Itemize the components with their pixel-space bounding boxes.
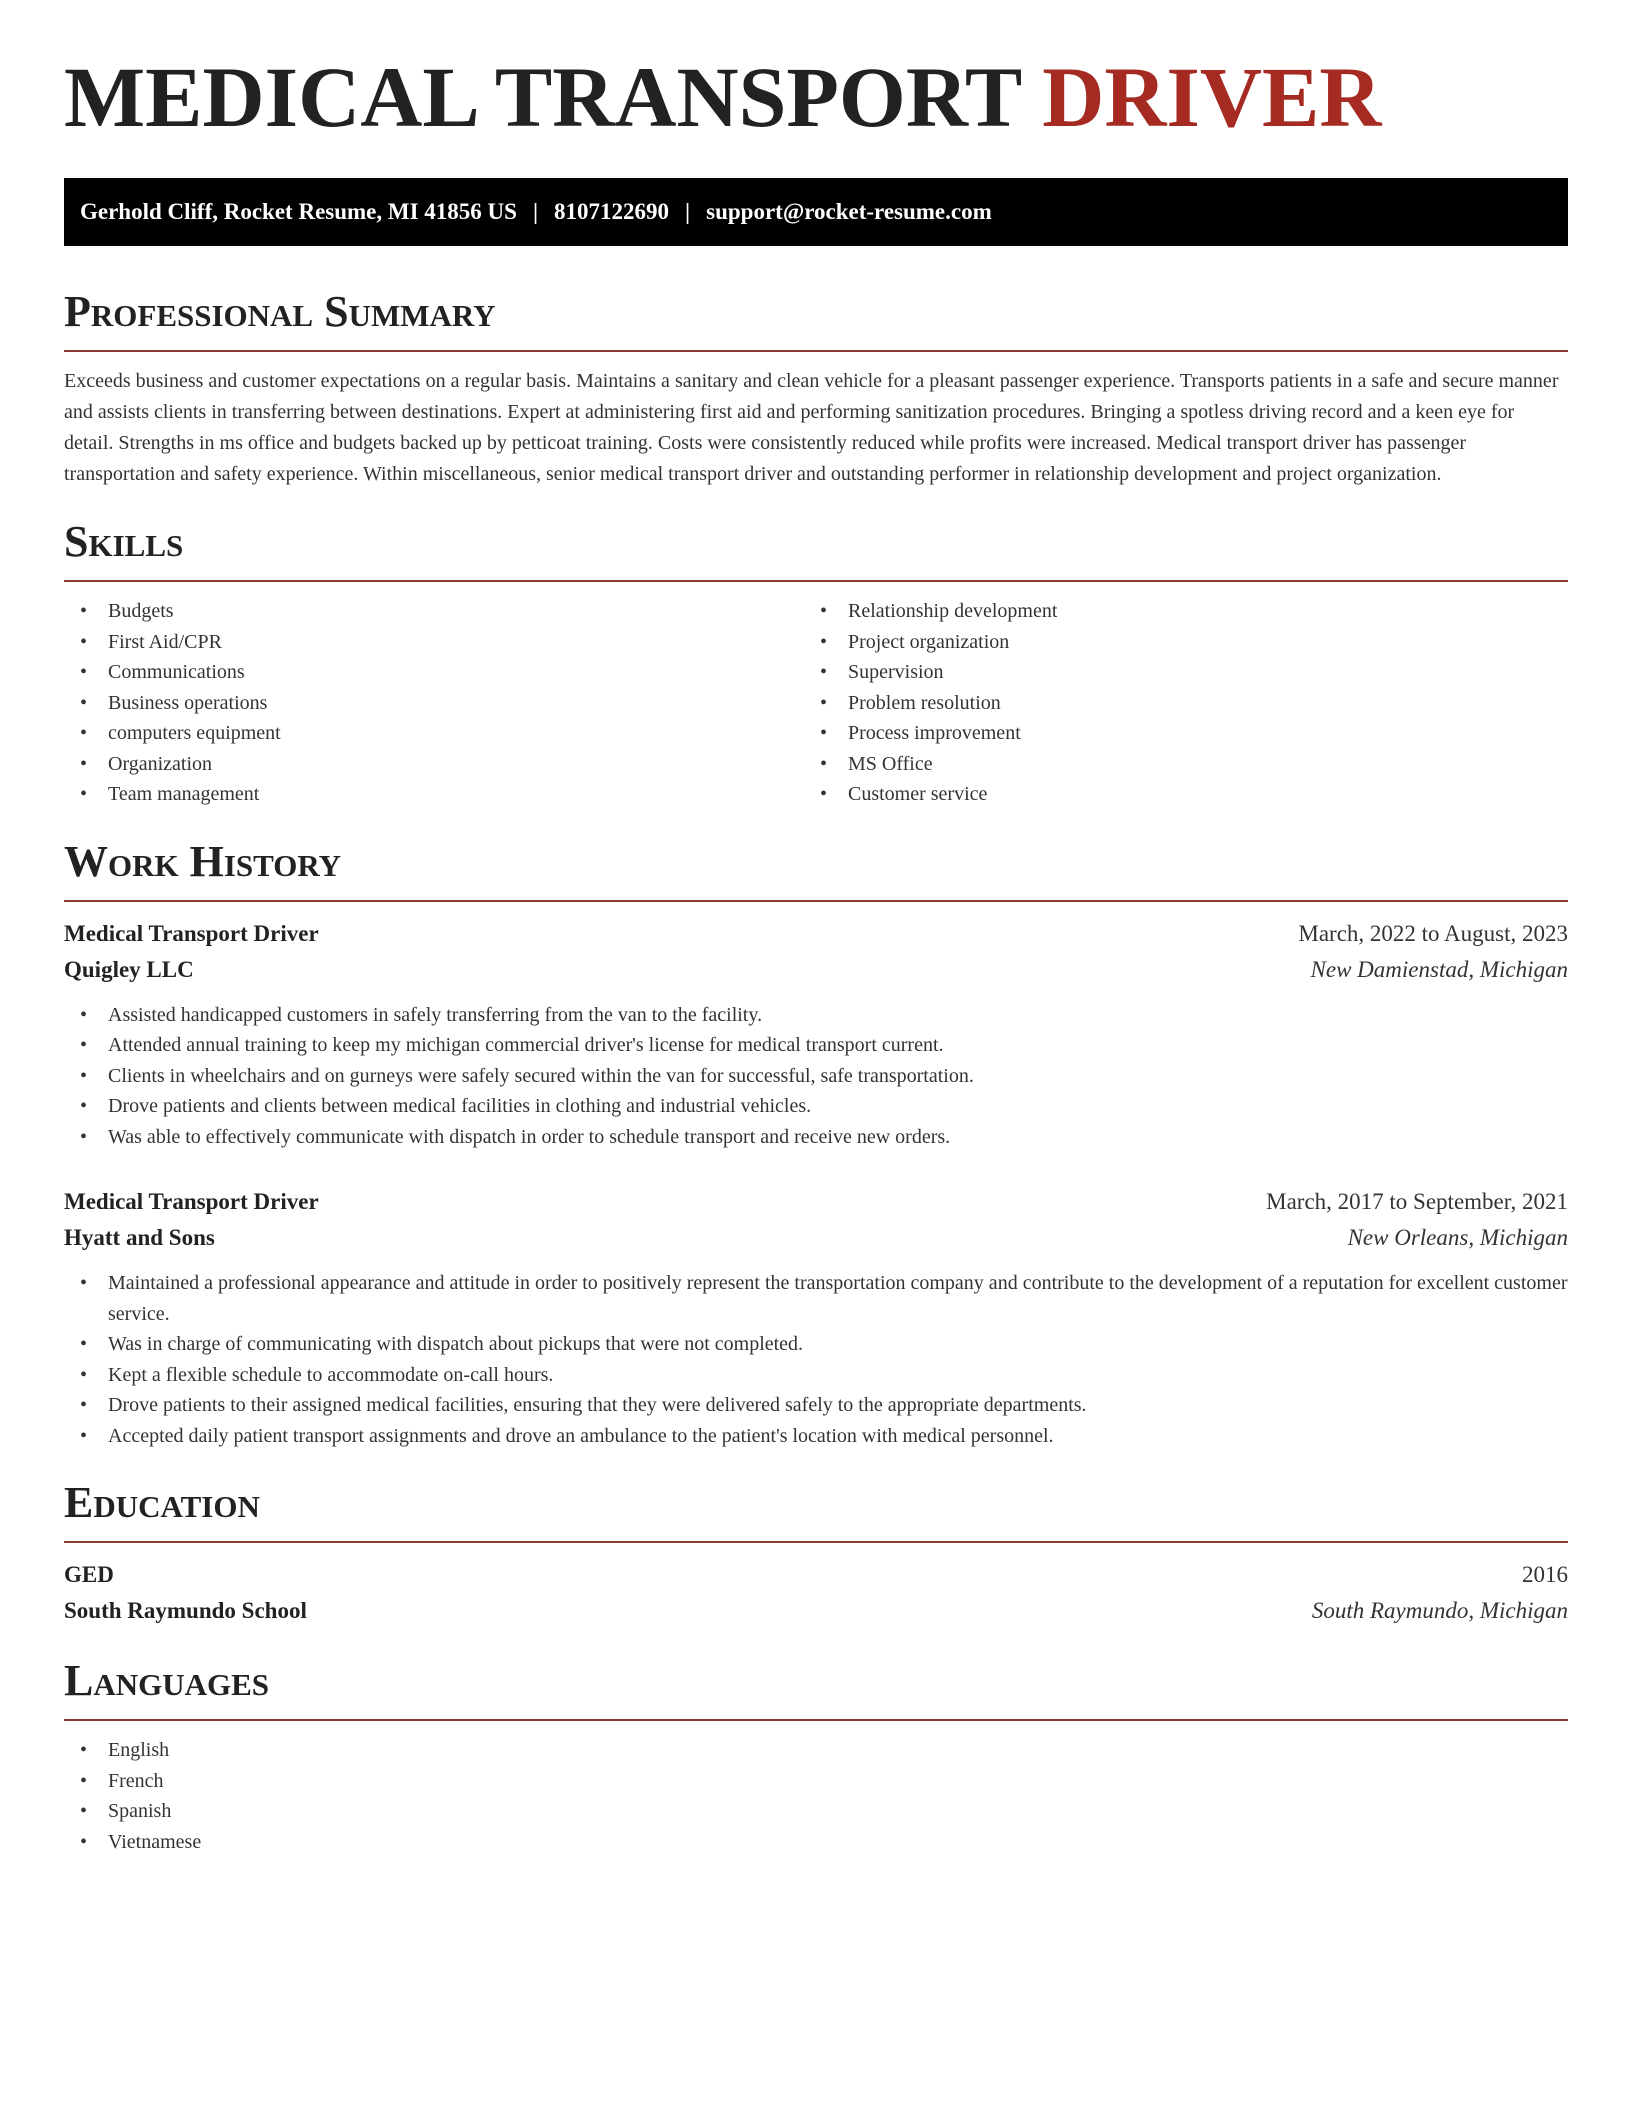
job-dates: March, 2022 to August, 2023 <box>1298 920 1568 946</box>
job-duty-item: • Was in charge of communicating with dispatch about pickups that were not completed. <box>64 1329 1568 1360</box>
skills-section <box>64 517 1568 810</box>
languages-list <box>64 1735 1568 1857</box>
summary-text: Exceeds business and customer expectations on a regular basis. Maintains a sanitary and clean vehicle for a pleasant passenger experience. Transports patients in a safe and secure manner and assists clients in transferring between destinations. Expert at administering first aid and performing sanitization procedures. Bringing a spotless driving record and a keen eye for detail. Strengths in ms office and budgets backed up by petticoat training. Costs were consistently reduced while profits were increased. Medical transport driver has passenger transportation and safety experience. Within miscellaneous, senior medical transport driver and outstanding performer in relationship development and project organization. <box>64 370 1559 485</box>
skill-item: • Relationship development <box>804 596 1544 627</box>
section-divider <box>64 350 1568 352</box>
contact-separator: | <box>532 199 539 224</box>
job-duties-list <box>64 1000 1568 1153</box>
language-item: • Spanish <box>64 1796 1568 1827</box>
skill-item: • Project organization <box>804 627 1544 658</box>
work-history-heading: Work History <box>64 836 342 886</box>
languages-section <box>64 1656 1568 1857</box>
skill-item: • Organization <box>64 749 804 780</box>
job-company: Hyatt and Sons <box>64 1225 215 1250</box>
job-duty-item: • Clients in wheelchairs and on gurneys were safely secured within the van for successful, safe transportation. <box>64 1061 1568 1092</box>
skill-item: • Supervision <box>804 657 1544 688</box>
title-main: MEDICAL TRANSPORT <box>64 49 1043 145</box>
section-divider <box>64 1541 1568 1543</box>
skill-item: • First Aid/CPR <box>64 627 804 658</box>
job-duty-item: • Assisted handicapped customers in safely transferring from the van to the facility. <box>64 1000 1568 1031</box>
section-divider <box>64 580 1568 582</box>
job-company: Quigley LLC <box>64 956 194 982</box>
contact-phone: 8107122690 <box>554 199 670 224</box>
skill-item: • Customer service <box>804 779 1544 810</box>
education-school: South Raymundo School <box>64 1598 307 1623</box>
resume-title <box>64 49 1568 145</box>
job-duty-item: • Drove patients to their assigned medical facilities, ensuring that they were delivered safely to the appropriate departments. <box>64 1390 1568 1421</box>
skill-item: • Communications <box>64 657 804 688</box>
work-history-section <box>64 836 1568 1452</box>
job-location: New Orleans, Michigan <box>1347 1225 1568 1250</box>
skill-item: • MS Office <box>804 749 1544 780</box>
job-company-row <box>64 1220 1568 1256</box>
language-item: • English <box>64 1735 1568 1766</box>
skills-column-right <box>804 596 1544 810</box>
skills-column-left <box>64 596 804 810</box>
language-item: • French <box>64 1766 1568 1797</box>
job-duty-item: • Maintained a professional appearance and attitude in order to positively represent the transportation company and contribute to the development of a reputation for excellent customer service. <box>64 1268 1568 1329</box>
skills-grid <box>64 596 1568 810</box>
title-accent: DRIVER <box>1042 49 1382 145</box>
job-company-row <box>64 952 1568 988</box>
skills-list-right <box>804 596 1544 810</box>
education-heading: Education <box>64 1478 260 1527</box>
skill-item: • Problem resolution <box>804 688 1544 719</box>
skills-heading: Skills <box>64 517 184 566</box>
job-duty-item: • Was able to effectively communicate with dispatch in order to schedule transport and receive new orders. <box>64 1122 1568 1153</box>
section-divider <box>64 1719 1568 1721</box>
contact-address: Gerhold Cliff, Rocket Resume, MI 41856 US <box>80 199 517 224</box>
skill-item: • Business operations <box>64 688 804 719</box>
job-duties-list <box>64 1268 1568 1451</box>
education-section <box>64 1478 1568 1629</box>
skill-item: • computers equipment <box>64 718 804 749</box>
job-dates: March, 2017 to September, 2021 <box>1266 1189 1568 1214</box>
contact-email: support@rocket-resume.com <box>706 199 992 224</box>
education-degree-row <box>64 1557 1568 1593</box>
contact-bar <box>64 178 1568 246</box>
skill-item: • Team management <box>64 779 804 810</box>
education-location: South Raymundo, Michigan <box>1311 1598 1568 1623</box>
summary-heading: Professional Summary <box>64 287 496 336</box>
education-degree: GED <box>64 1562 114 1587</box>
language-item: • Vietnamese <box>64 1827 1568 1858</box>
job-entry <box>64 916 1568 1153</box>
education-school-row <box>64 1593 1568 1629</box>
skills-list-left <box>64 596 804 810</box>
job-duty-item: • Attended annual training to keep my michigan commercial driver's license for medical transport current. <box>64 1030 1568 1061</box>
education-year: 2016 <box>1522 1562 1568 1587</box>
job-location: New Damienstad, Michigan <box>1310 956 1568 982</box>
job-title: Medical Transport Driver <box>64 920 319 946</box>
job-title: Medical Transport Driver <box>64 1189 319 1214</box>
contact-separator: | <box>685 199 691 224</box>
skill-item: • Process improvement <box>804 718 1544 749</box>
summary-section <box>64 287 1568 490</box>
languages-heading: Languages <box>64 1656 270 1705</box>
skill-item: • Budgets <box>64 596 804 627</box>
job-duty-item: • Accepted daily patient transport assignments and drove an ambulance to the patient's location with medical personnel. <box>64 1421 1568 1452</box>
job-header-row <box>64 1184 1568 1220</box>
job-duty-item: • Kept a flexible schedule to accommodate on-call hours. <box>64 1360 1568 1391</box>
section-divider <box>64 900 1568 902</box>
job-header-row <box>64 916 1568 952</box>
job-entry <box>64 1184 1568 1451</box>
job-duty-item: • Drove patients and clients between medical facilities in clothing and industrial vehicles. <box>64 1091 1568 1122</box>
